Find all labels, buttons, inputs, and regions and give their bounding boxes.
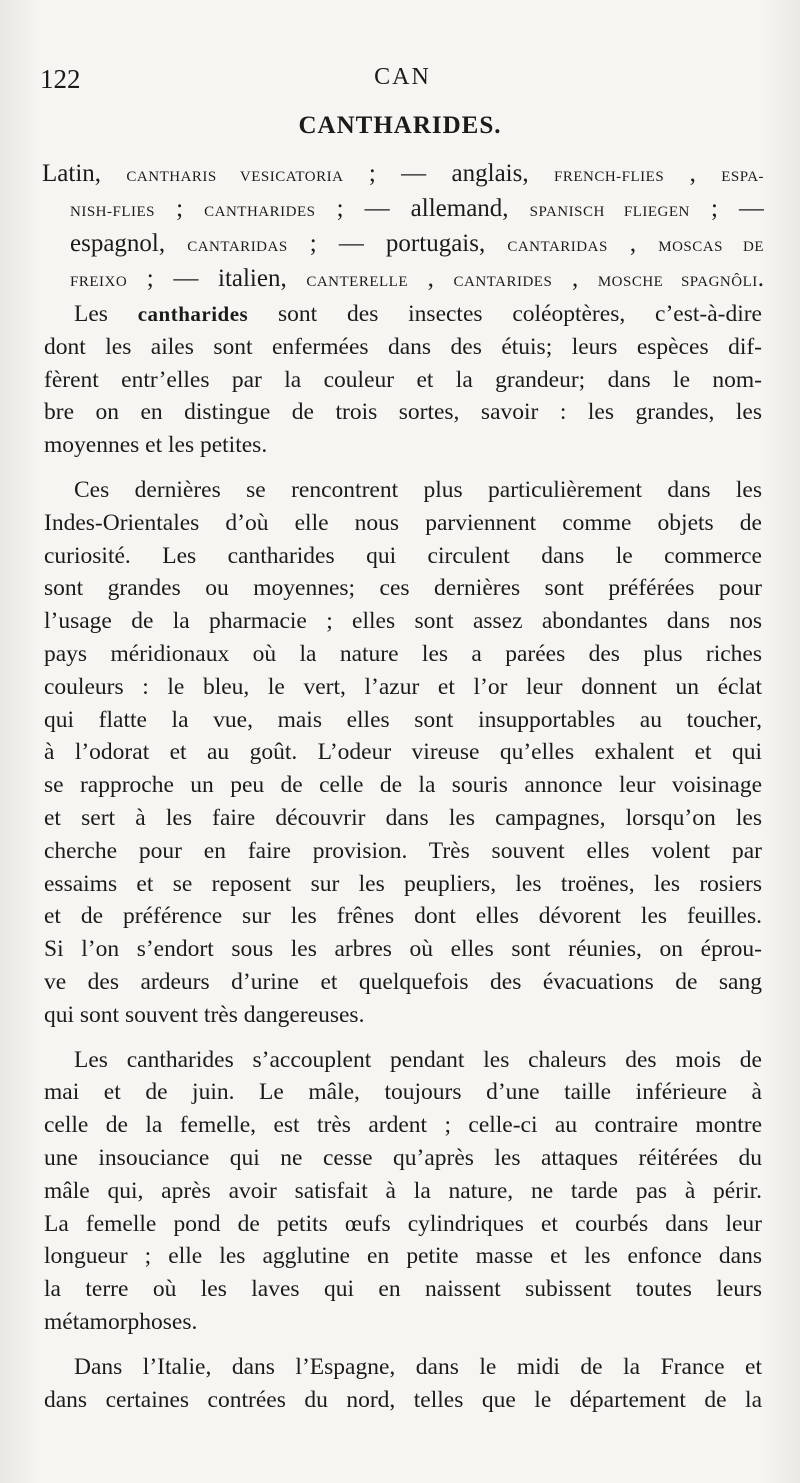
synonym-line (42, 191, 764, 226)
line-text: couleurs : le bleu, le vert, l’azur et l’or leur donnent un éclat (44, 673, 762, 700)
article-body (44, 298, 762, 1416)
line-text: Les (74, 301, 138, 327)
line-text: dans certaines contrées du nord, telles que le département de la (44, 1386, 762, 1413)
foreign-name: CANTERELLE (306, 274, 408, 290)
foreign-name: SPANISCH FLIEGEN (529, 204, 690, 220)
text-line (44, 736, 762, 769)
page-header (40, 64, 765, 104)
text-line (44, 364, 762, 397)
synonym-line (42, 261, 764, 296)
synonym-text: ; — portugais, (287, 230, 508, 257)
line-text: celle de la femelle, est très ardent ; celle-ci au contraire montre (44, 1112, 762, 1139)
line-text: la terre où les laves qui en naissent subissent toutes leurs (44, 1276, 762, 1303)
foreign-name: CANTHARIS VESICATORIA (126, 169, 344, 185)
text-line (44, 769, 762, 802)
text-line (44, 802, 762, 835)
synonym-text: ; (155, 195, 205, 222)
text-line (44, 540, 762, 573)
text-line (44, 474, 762, 507)
line-text: pays méridionaux où la nature les a parées des plus riches (44, 640, 762, 667)
text-line (44, 638, 762, 671)
line-text: cherche pour en faire provision. Très souvent elles volent par (44, 837, 762, 864)
text-line (44, 1208, 762, 1241)
text-line (44, 999, 762, 1032)
line-text: Dans l’Italie, dans l’Espagne, dans le midi de la France et (74, 1353, 762, 1380)
text-line (44, 1109, 762, 1142)
synonym-line (42, 156, 764, 191)
text-line (44, 835, 762, 868)
synonym-text: ; — (689, 195, 764, 222)
synonym-text: , (94, 160, 127, 187)
page-number: 122 (40, 64, 81, 94)
text-line (44, 966, 762, 999)
text-line (44, 331, 762, 364)
foreign-name: MOSCAS DE (658, 239, 764, 255)
foreign-name: FRENCH-FLIES (554, 169, 665, 185)
line-text: curiosité. Les cantharides qui circulent dans le commerce (44, 542, 762, 569)
synonym-text: espagnol, (70, 230, 188, 257)
line-text: moyennes et les petites. (44, 432, 268, 459)
synonym-text: , (408, 265, 454, 292)
text-line (44, 1240, 762, 1273)
synonym-text: Latin (42, 160, 95, 187)
text-line (44, 507, 762, 540)
foreign-name: CANTARIDES (453, 274, 553, 290)
line-text: qui flatte la vue, mais elles sont insupportables au toucher, (44, 706, 762, 733)
foreign-name: ESPA- (721, 169, 764, 185)
text-line (44, 396, 762, 429)
text-line (44, 704, 762, 737)
text-line (44, 298, 762, 331)
text-line (44, 1175, 762, 1208)
foreign-name: CANTARIDAS (507, 239, 608, 255)
line-text: Ces dernières se rencontrent plus particulièrement dans les (74, 476, 762, 503)
line-text: longueur ; elle les agglutine en petite masse et les enfonce dans (44, 1243, 762, 1270)
line-text: métamorphoses. (44, 1308, 198, 1335)
text-line (44, 1306, 762, 1339)
text-line (44, 1076, 762, 1109)
line-text: Si l’on s’endort sous les arbres où elles sont réunies, on éprou- (44, 936, 762, 963)
text-line (44, 572, 762, 605)
synonym-text: , (664, 160, 722, 187)
text-line (44, 933, 762, 966)
text-line (44, 1273, 762, 1306)
synonym-text: ; — italien, (127, 265, 307, 292)
text-line (44, 1384, 762, 1417)
foreign-name: CANTARIDAS (187, 239, 288, 255)
synonym-text: . (757, 265, 764, 292)
line-text: se rapproche un peu de celle de la souris annonce leur voisinage (44, 772, 762, 799)
foreign-name: NISH-FLIES (70, 204, 156, 220)
line-text: mâle qui, après avoir satisfait à la nature, ne tarde pas à périr. (44, 1177, 762, 1204)
foreign-name: CANTHARIDES (204, 204, 316, 220)
line-text: mai et de juin. Le mâle, toujours d’une taille inférieure à (44, 1079, 762, 1106)
line-text: à l’odorat et au goût. L’odeur vireuse qu’elles exhalent et qui (44, 739, 762, 766)
line-text: La femelle pond de petits œufs cylindriques et courbés dans leur (44, 1210, 762, 1237)
line-text: Indes-Orientales d’où elle nous parviennent comme objets de (44, 509, 762, 536)
foreign-name: MOSCHE SPAGNÔLI (597, 274, 758, 290)
text-line (44, 1044, 762, 1077)
synonym-text: ; — allemand, (315, 195, 530, 222)
line-text: essaims et se reposent sur les peupliers, les troënes, les rosiers (44, 870, 762, 897)
line-text: bre on en distingue de trois sortes, savoir : les grandes, les (44, 399, 762, 426)
foreign-name: FREIXO (70, 274, 128, 290)
line-text: une insouciance qui ne cesse qu’après les attaques réitérées du (44, 1144, 762, 1171)
text-line (44, 868, 762, 901)
line-text: fèrent entr’elles par la couleur et la grandeur; dans le nom- (44, 366, 762, 393)
text-line (44, 605, 762, 638)
line-text: dont les ailes sont enfermées dans des étuis; leurs espèces dif- (44, 333, 762, 360)
line-text: sont des insectes coléoptères, c’est-à-dire (248, 301, 762, 327)
line-text: et sert à les faire découvrir dans les campagnes, lorsqu’on les (44, 804, 762, 831)
synonyms-block (42, 156, 764, 296)
text-line (44, 429, 762, 462)
line-text: l’usage de la pharmacie ; elles sont assez abondantes dans nos (44, 608, 762, 635)
line-text: et de préférence sur les frênes dont elles dévorent les feuilles. (44, 903, 762, 930)
line-text: qui sont souvent très dangereuses. (44, 1001, 365, 1028)
line-text: sont grandes ou moyennes; ces dernières sont préférées pour (44, 575, 762, 602)
line-text: ve des ardeurs d’urine et quelquefois des évacuations de sang (44, 968, 762, 995)
text-line (44, 671, 762, 704)
synonym-line (42, 226, 764, 261)
article-title: CANTHARIDES. (298, 112, 502, 139)
text-line (44, 900, 762, 933)
text-line (44, 1351, 762, 1384)
synonym-text: , (552, 265, 598, 292)
running-head: CAN (374, 64, 431, 90)
emphasized-term: cantharides (137, 302, 249, 326)
synonym-text: ; — anglais, (343, 160, 554, 187)
text-line (44, 1142, 762, 1175)
line-text: Les cantharides s’accouplent pendant les chaleurs des mois de (74, 1046, 762, 1073)
synonym-text: , (607, 230, 659, 257)
